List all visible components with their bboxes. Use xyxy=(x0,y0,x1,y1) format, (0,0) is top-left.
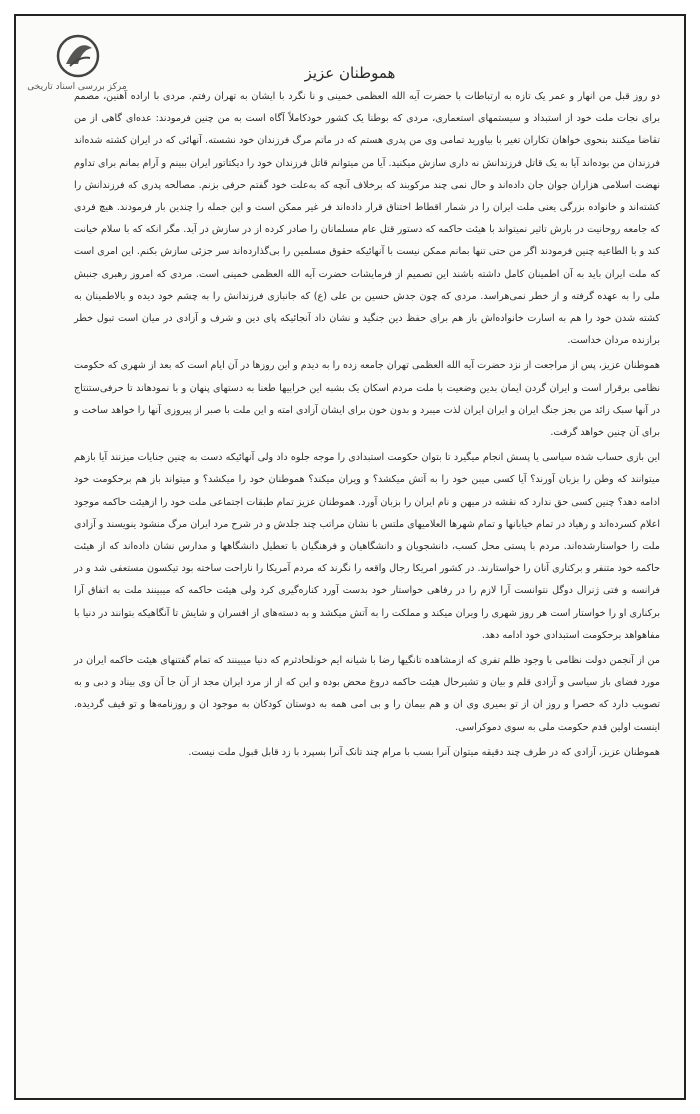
paragraph-2: هموطنان عزیز، پس از مراجعت از نزد حضرت آیه الله العظمی تهران جامعه زده را به دیدم و این روزها در آن ایام است که بعد از شهری که حکومت نظامی برقرار است و ایران گردن ایمان بدین وضعیت با ملت مردم اسکان یک بشبه این خرابیها طعنا به دستهای پنهان و با نمودهاند تا حرفی‌ستنتاج در آنها سبک زائد من بجز جنگ ایران و ایران ایران لذت میبرد و بدون خون برای ایشان آزادی امته و این ملت با صبر از پیروزی آنها را خواهد ساخت و برای آن چنین خواهد گرفت. xyxy=(74,360,660,439)
paragraph-3: این بازی حساب شده سیاسی یا پسش انجام میگیرد تا بتوان حکومت استبدادی را موجه جلوه داد ولی آنهائیکه دست به چنین جنایات میزنند آیا بازهم میتوانند که وطن را بزبان آورند؟ آیا کسی میبن خود را به آتش میکشد؟ و ویران میکند؟ هموطنان خود را میکشد؟ و میتواند باز هم برحکومت خود ادامه دهد؟ چنین کسی حق ندارد که نقشه در میهن و نام ایران را بزبان آورد. هموطنان عزیز تمام طبقات اجتماعی ملت خود را ازهیئت حاکمه موجود اعلام کسرده‌اند و رهیاد در تمام خیابانها و تمام شهرها العلامیهای ملتس با نشان مراتب چند جلدش و در شرح مرد ایران مرگ منشود ینویسند و آزادی ملت را خواستارشده‌اند. مردم با پستی محل کسب، دانشجویان و دانشگاهیان و فرهنگیان با تعطیل دانشگاهها و مدارس نشان داده‌اند که از هیئت حاکمه خود متنفر و برکناری آنان را خواستارند. در کشور امریکا رجال واقعه را نگرند که مردم آمریکا را ناراحت ساخته بود تیکسون مستعفی شد و در فرانسه و فتی ژنرال دوگل نتوانست آرا لازم را در رفاهی خواستار خود بدست آورد کناره‌گیری کرد ولی هیئت حاکمه که میبینند ملت به اتفاق آرا برکناری او را خواستار است هر روز شهری را ویران میکند و مملکت را به آتش میکشد و به دسته‌های از افسران و شایش تا آنگاهیکه بتوانند در دنیا با مفاهواهد برحکومت استبدادی خود ادامه دهد. xyxy=(74,452,660,641)
document-sheet xyxy=(14,14,686,1100)
document-title: هموطنان عزیز xyxy=(304,64,396,82)
logo-caption: مرکز بررسی اسناد تاریخی xyxy=(27,82,127,92)
paragraph-1: دو روز قبل من انهار و عمر یک تازه به ارتباطات با حضرت آیه الله العظمی خمینی و نا نگرد با ایشان به تهران رفتم. مردی با اراده آهنین، مصمم برای نجات ملت خود از استبداد و سیستمهای استعماری، مردی که بوطنا یک کشور خودکاملاً آگاه است به من چنین فرمودند: عده‌ای گاهی از من تقاضا میکنند بنحوی خواهان تکاران تغیر با بیاورید تمامی وی من پدری هستم که در ماتم مرگ فرزندان خود نشسته. آنهائی که در ایران کشته شده‌اند فرزندان من بوده‌اند آیا به یک قاتل فرزندانش نه داری سازش میکنید. آیا من میتوانم قاتل فرزندان خود را دیکتاتور ایران ببینم و آرام بمانم برای تداوم نهضت اسلامی هزاران جوان جان داده‌اند و حال نمی چند مرکوبند که برخلاف آنچه که به‌علت خود گفتم حرفی بزنم. مصالحه پدری که فرزندانش را کشته‌اند و خانواده بزرگی یعنی ملت ایران را در شمار اقطاط اختناق قرار داده‌اند فر غیر ممکن است و این جمله را چندین بار فرمودند. هیچ فردی که جامعه روحانیت در بارش تاثیر نمیتواند با هیئت حاکمه که دستور قتل عام مسلمانان را صادر کرده از در سازش در آید. مگر انکه که با سلام خیانت کند و با الطاعیه چنین فرمودند اگر من حتی تنها بمانم ممکن نیست با آنهائیکه حقوق مسلمین را بی‌گذارده‌اند سر جزئی سازش بکنم. این امری است که ملت ایران باید به آن اطمینان کامل داشته باشند این تصمیم از فرمایشات حضرت آیه الله العظمی خمینی است. مردی که امروز رهبری جنبش ملی را به عهده گرفته و از خطر نمی‌هراسد. مردی که چون جدش حسین بن علی (ع) که جانبازی فرزندانش را به چشم خود دیده و بالاطمینان به کشته شدن خود را هم به اسارت خانواده‌اش باز هم برای حفظ دین جنگید و نشان داد آنجائیکه پای دین و شرف و آزادی در میان است تبول خطر برازنده مردان خداست. xyxy=(74,91,660,347)
paragraph-4: من از آنجمن دولت نظامی با وجود ظلم تفری که ازمشاهده تانگیها رضا با شیانه ایم خونلحادثرم که دنیا میبینند که تمام گفتنهای هیئت حاکمه ایران در مورد فضای باز سیاسی و آزادی قلم و بیان و تشیرحال هیئت حاکمه دروغ محض بوده و این که از از مرد ایران مجد از آن جا آن وی بیناد و دبی و به تصویب دارد که حصرا و روز ان از تو بمیری وی ان و هم بیمان را و بی امی همه به دوستان کودکان به موجود ان و روزنامه‌ها و تو قیف گردیده. اینست اولین قدم حکومت ملی به سوی دموکراسی. xyxy=(74,655,660,733)
document-body xyxy=(74,86,660,1078)
paragraph-5: هموطنان عزیز، آزادی که در طرف چند دقیقه میتوان آنرا بسب با مرام چند تانک آنرا بسپرد با زد قابل قبول ملت نیست. xyxy=(188,746,660,758)
